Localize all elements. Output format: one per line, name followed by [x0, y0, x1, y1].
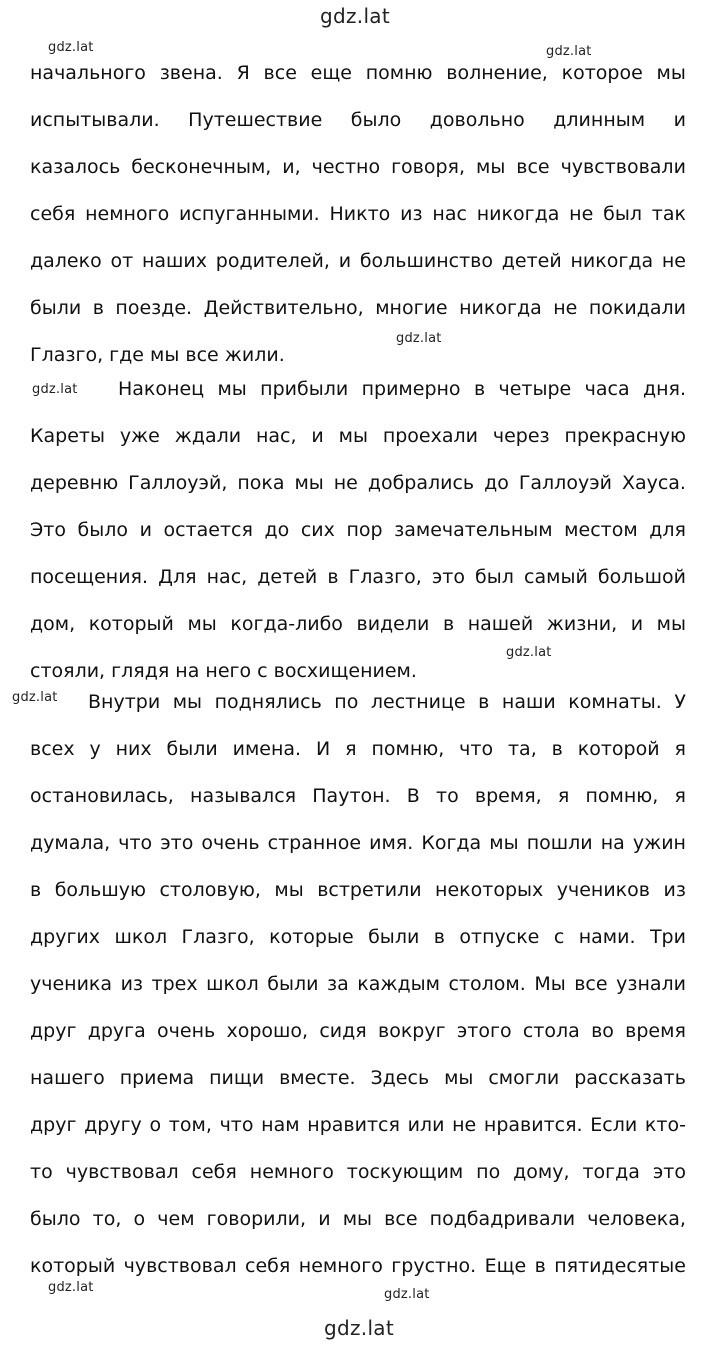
text-line [30, 1008, 686, 1055]
word: из [400, 203, 423, 225]
text-line [30, 1102, 686, 1149]
text-line [30, 554, 686, 601]
word: друг [30, 1114, 77, 1136]
word: были [166, 738, 218, 760]
word: чувствовал [65, 1161, 179, 1183]
word: остановилась, [30, 785, 174, 807]
word: тоскующим [346, 1161, 464, 1183]
word: приема [119, 1067, 195, 1089]
text-line [30, 914, 686, 961]
word: все [384, 1208, 418, 1230]
word: сидя [319, 1020, 367, 1042]
watermark-small: gdz.lat [48, 40, 94, 55]
word: это [160, 832, 194, 854]
word: и [318, 1208, 331, 1230]
word: во [591, 1020, 614, 1042]
word: о [149, 1114, 162, 1136]
word: посещения. [30, 566, 149, 588]
word: поднялись [214, 691, 322, 713]
word: покидали [588, 297, 686, 319]
word: всех [30, 738, 75, 760]
word: Я [236, 62, 250, 84]
watermark-small: gdz.lat [32, 382, 78, 397]
paragraph-2-body [30, 413, 686, 695]
word: И [316, 738, 331, 760]
word: что [219, 1114, 254, 1136]
word: я [674, 738, 686, 760]
word: так [651, 203, 686, 225]
word: дому, [513, 1161, 570, 1183]
word: никогда [459, 297, 542, 319]
word: до [484, 472, 509, 494]
word: школ [206, 973, 259, 995]
word: Мы [534, 973, 566, 995]
word: не [661, 250, 686, 272]
word: себя [30, 203, 76, 225]
word: У [674, 691, 686, 713]
word: себя [191, 1161, 237, 1183]
word: чувствовали [560, 156, 686, 178]
word: были [368, 926, 420, 948]
word: для [649, 519, 686, 541]
word: Если [590, 1114, 638, 1136]
word: грустно. [391, 1255, 477, 1277]
word: в [433, 926, 445, 948]
word: Галлоуэй, [128, 472, 228, 494]
word: мы [489, 832, 519, 854]
word: до [264, 519, 290, 541]
word: все [263, 62, 297, 84]
word: трех [151, 973, 198, 995]
word: В [406, 785, 420, 807]
word: многие [375, 297, 448, 319]
word: Здесь [370, 1067, 430, 1089]
word: у [89, 738, 101, 760]
word: в [92, 297, 104, 319]
word: с [553, 926, 565, 948]
word: были [30, 297, 82, 319]
word: Для [158, 566, 197, 588]
word: самый [524, 566, 588, 588]
word: местом [564, 519, 638, 541]
word: нашей [467, 613, 534, 635]
word: звена. [159, 62, 223, 84]
word: очень [157, 1020, 216, 1042]
word: прекрасную [564, 425, 686, 447]
word: учеников [556, 879, 650, 901]
word: рассказать [574, 1067, 686, 1089]
word: примерно [361, 378, 461, 400]
word: пошли [526, 832, 593, 854]
word: имена. [232, 738, 302, 760]
word: дня. [642, 378, 686, 400]
word: за [327, 973, 349, 995]
word: Глазго, [181, 926, 255, 948]
word: мы [656, 613, 686, 635]
paragraph-2 [118, 366, 686, 413]
word: Хауса. [621, 472, 686, 494]
watermark-small: gdz.lat [384, 1287, 430, 1302]
word: имя. [369, 832, 414, 854]
word: в [478, 691, 490, 713]
word: длинным [553, 109, 646, 131]
text-line [30, 460, 686, 507]
word: другу [84, 1114, 142, 1136]
text-line: Глазго, где мы все жили. [30, 344, 285, 366]
word: нас [432, 203, 467, 225]
word: видели [356, 613, 430, 635]
word: который [88, 613, 174, 635]
paragraph-1 [30, 50, 686, 379]
word: встретили [317, 879, 422, 901]
word: Путешествие [188, 109, 323, 131]
word: других [30, 926, 101, 948]
word: прибыли [260, 378, 349, 400]
text-line [30, 601, 686, 648]
watermark-small: gdz.lat [48, 1280, 94, 1295]
word: довольно [429, 109, 525, 131]
word: бесконечным, [131, 156, 272, 178]
watermark-small: gdz.lat [506, 645, 552, 660]
text-line [30, 238, 686, 285]
word: в [473, 378, 486, 400]
word: проехали [382, 425, 479, 447]
word: мы [187, 613, 217, 635]
word: лестнице [370, 691, 466, 713]
word: помню, [585, 785, 659, 807]
word: я [345, 738, 357, 760]
word: и, [282, 156, 301, 178]
word: время [625, 1020, 686, 1042]
word: чем [157, 1208, 195, 1230]
word: назывался [190, 785, 297, 807]
word: детей [501, 250, 562, 272]
word: испуганными. [179, 203, 320, 225]
word: наши [501, 691, 556, 713]
word: сих [300, 519, 335, 541]
word: тогда [582, 1161, 640, 1183]
word: я [674, 785, 686, 807]
word: мы [172, 691, 203, 713]
word: Никто [329, 203, 391, 225]
word: странное [267, 832, 362, 854]
word: все [516, 156, 550, 178]
word: мы [444, 1067, 474, 1089]
word: столом. [448, 973, 526, 995]
watermark-small: gdz.lat [396, 331, 442, 346]
word: которые [269, 926, 354, 948]
word: деревню [30, 472, 119, 494]
word: что [118, 832, 153, 854]
word: в [551, 738, 563, 760]
word: говоря, [391, 156, 466, 178]
word: на [600, 832, 625, 854]
text-line [30, 50, 686, 97]
word: добрались [367, 472, 475, 494]
word: узнали [616, 973, 686, 995]
word: нам [261, 1114, 300, 1136]
word: некоторых [435, 879, 544, 901]
word: мы [342, 1208, 373, 1230]
text-line [30, 191, 686, 238]
word: волнение, [446, 62, 548, 84]
word: был [475, 566, 514, 588]
word: них [115, 738, 152, 760]
word: кто- [644, 1114, 686, 1136]
word: Действительно, [203, 297, 364, 319]
word: не [452, 1114, 477, 1136]
word: то, [92, 1208, 122, 1230]
word: в [442, 613, 455, 635]
text-line [30, 97, 686, 144]
word: Галлоуэй [518, 472, 612, 494]
word: был [603, 203, 642, 225]
text-line [88, 679, 686, 726]
watermark-small: gdz.lat [546, 44, 592, 59]
word: казалось [30, 156, 121, 178]
paragraph-3 [88, 679, 686, 726]
word: дом, [30, 613, 76, 635]
word: и [673, 109, 686, 131]
word: пор [346, 519, 383, 541]
word: что [459, 738, 494, 760]
word: каждым [357, 973, 440, 995]
text-line [30, 413, 686, 460]
word: говорили, [206, 1208, 307, 1230]
word: ждали [174, 425, 242, 447]
word: то [30, 1161, 53, 1183]
text-line [30, 867, 686, 914]
word: чувствовал [123, 1255, 237, 1277]
word: из [120, 973, 144, 995]
word: это [652, 1161, 686, 1183]
word: та, [507, 738, 537, 760]
word: это [431, 566, 465, 588]
word: столовую, [159, 879, 261, 901]
word: далеко [30, 250, 102, 272]
word: в [327, 566, 339, 588]
word: в [30, 879, 42, 901]
word: себя [245, 1255, 291, 1277]
word: немного [298, 1255, 383, 1277]
text-line [30, 285, 686, 332]
word: было [77, 519, 129, 541]
word: нашего [30, 1067, 105, 1089]
word: помню, [371, 738, 445, 760]
word: большую [54, 879, 146, 901]
word: отпуске [459, 926, 540, 948]
word: четыре [498, 378, 572, 400]
word: Наконец [118, 378, 205, 400]
word: мы [217, 378, 247, 400]
word: никогда [570, 250, 654, 272]
word: не [553, 297, 578, 319]
text-line [118, 366, 686, 413]
word: мы [475, 156, 506, 178]
word: часа [584, 378, 630, 400]
word: друг [30, 1020, 77, 1042]
word: ученика [30, 973, 113, 995]
word: которое [561, 62, 643, 84]
word: по [334, 691, 359, 713]
word: ужин [632, 832, 686, 854]
word: все [574, 973, 608, 995]
watermark-top: gdz.lat [320, 4, 391, 28]
word: пока [237, 472, 285, 494]
word: из [663, 879, 686, 901]
word: мы [274, 879, 304, 901]
word: время, [474, 785, 542, 807]
text-line [30, 1196, 686, 1243]
word: том, [168, 1114, 212, 1136]
word: вокруг [378, 1020, 446, 1042]
word: стола [522, 1020, 580, 1042]
word: нас, [206, 566, 248, 588]
word: немного [249, 1161, 334, 1183]
word: поезде. [115, 297, 193, 319]
text-line [30, 1149, 686, 1196]
word: смогли [488, 1067, 560, 1089]
word: начального [30, 62, 146, 84]
word: очень [201, 832, 260, 854]
word: Внутри [88, 691, 161, 713]
word: то [436, 785, 459, 807]
word: Паутон. [312, 785, 391, 807]
paragraph-3-body [30, 726, 686, 1290]
word: пятидесятые [554, 1255, 686, 1277]
word: замечательным [394, 519, 553, 541]
word: никогда [476, 203, 560, 225]
word: или [407, 1114, 445, 1136]
word: я [557, 785, 570, 807]
word: не [333, 472, 358, 494]
word: который [30, 1255, 116, 1277]
text-line [30, 961, 686, 1008]
word: этого [456, 1020, 512, 1042]
word: Кареты [30, 425, 105, 447]
word: мы [338, 425, 368, 447]
word: было [30, 1208, 81, 1230]
word: друга [87, 1020, 146, 1042]
text-line [30, 820, 686, 867]
word: большой [597, 566, 686, 588]
word: Еще [484, 1255, 527, 1277]
word: которой [577, 738, 660, 760]
word: хорошо, [226, 1020, 309, 1042]
word: Три [649, 926, 686, 948]
word: большинство [359, 250, 493, 272]
word: не [569, 203, 594, 225]
word: мы [294, 472, 324, 494]
word: уже [119, 425, 160, 447]
word: было [350, 109, 402, 131]
text-line [30, 144, 686, 191]
word: по [476, 1161, 501, 1183]
word: испытывали. [30, 109, 160, 131]
word: остается [163, 519, 253, 541]
text-line [30, 726, 686, 773]
word: пищи [209, 1067, 265, 1089]
word: и [630, 613, 644, 635]
word: мы [656, 62, 686, 84]
word: нравится. [483, 1114, 583, 1136]
word: жизни, [546, 613, 618, 635]
word: и [311, 425, 324, 447]
text-line [30, 1243, 686, 1290]
word: детей [257, 566, 318, 588]
word: думала, [30, 832, 111, 854]
word: школ [114, 926, 168, 948]
word: в [534, 1255, 546, 1277]
word: комнаты. [568, 691, 662, 713]
word: через [492, 425, 550, 447]
word: немного [85, 203, 170, 225]
word: Глазго, [348, 566, 422, 588]
word: еще [310, 62, 352, 84]
text-line [30, 773, 686, 820]
word: и [338, 250, 352, 272]
word: нами. [578, 926, 636, 948]
word: нравится [307, 1114, 400, 1136]
word: честно [311, 156, 381, 178]
word: о [133, 1208, 146, 1230]
word: нас, [255, 425, 297, 447]
word: подбадривали [429, 1208, 576, 1230]
word: были [267, 973, 319, 995]
word: наших [141, 250, 207, 272]
text-line: стояли, глядя на него с восхищением. [30, 660, 417, 682]
word: когда-либо [230, 613, 343, 635]
text-line [30, 1055, 686, 1102]
word: родителей, [215, 250, 330, 272]
word: вместе. [279, 1067, 356, 1089]
watermark-small: gdz.lat [12, 690, 58, 705]
word: помню [365, 62, 433, 84]
word: и [139, 519, 152, 541]
word: Когда [421, 832, 482, 854]
word: Это [30, 519, 66, 541]
text-line [30, 507, 686, 554]
word: человека, [587, 1208, 686, 1230]
watermark-bottom: gdz.lat [324, 1316, 395, 1340]
word: от [110, 250, 134, 272]
